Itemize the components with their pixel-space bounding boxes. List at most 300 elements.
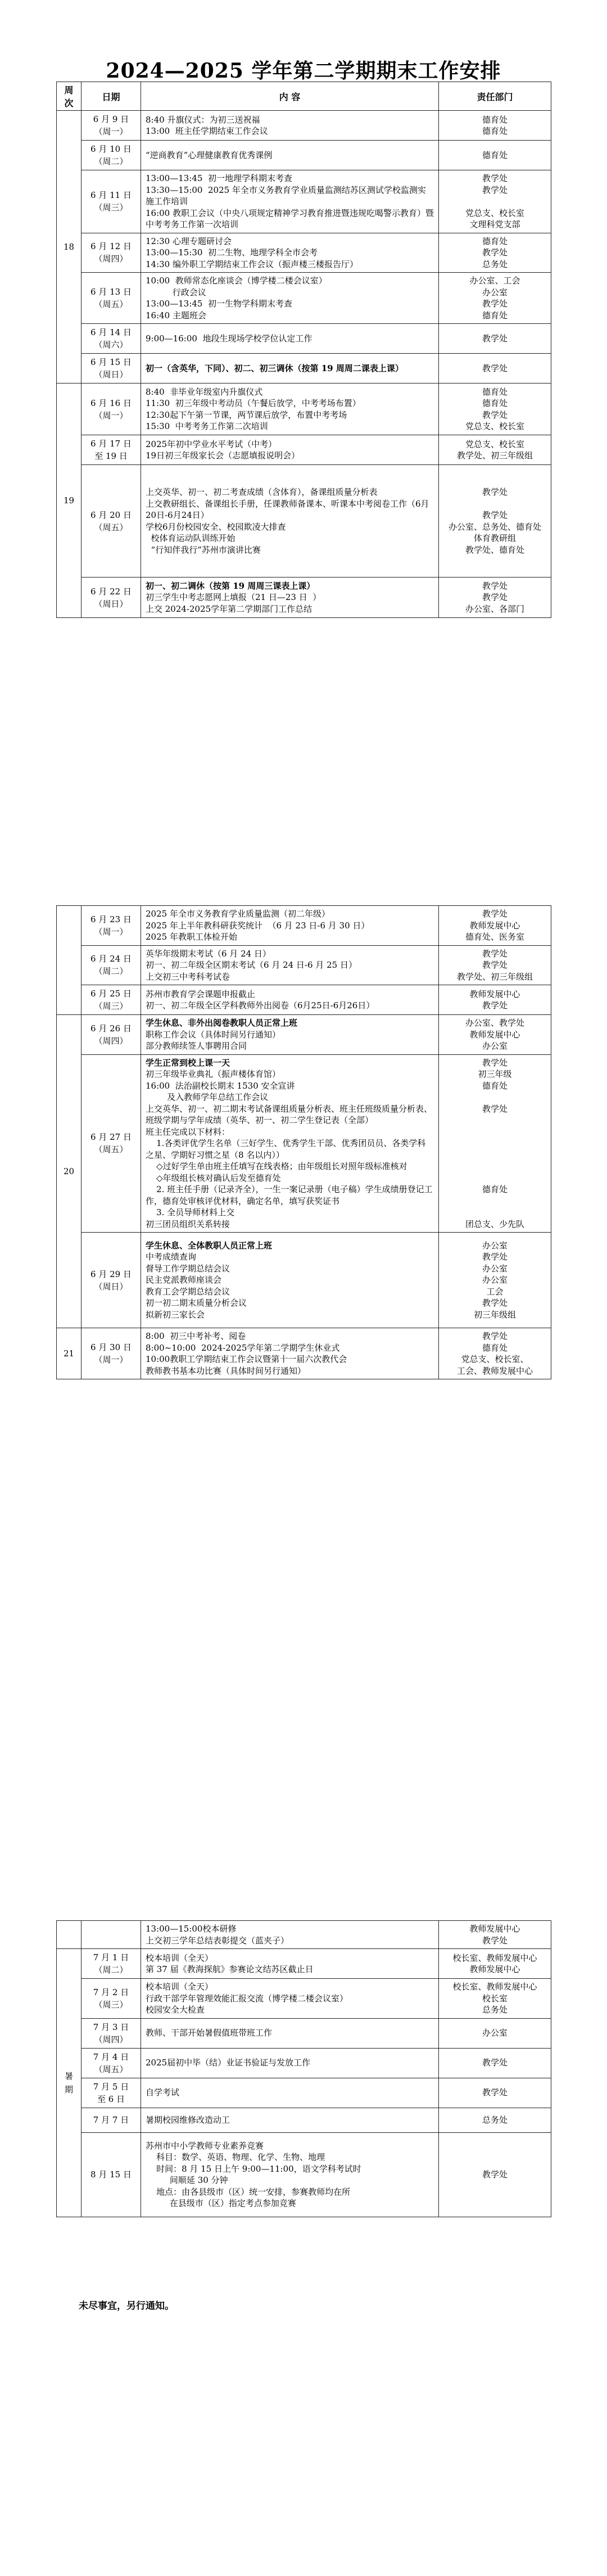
content-cell: [141, 2108, 439, 2132]
dept-line: 德育处: [482, 386, 508, 397]
dept-cell: [439, 141, 551, 170]
dept-line: 教学处、初三年级组: [456, 971, 533, 982]
content-cell: [141, 985, 439, 1015]
dept-line: 校长室: [482, 1993, 508, 2004]
schedule-table-3: [56, 1920, 551, 2217]
weekday-line: （周日）: [94, 1281, 128, 1292]
dept-line: [441, 1161, 549, 1172]
dept-cell: [439, 1015, 551, 1055]
dept-line: 教学处: [482, 2169, 508, 2180]
weekday-line: （周二）: [94, 1965, 128, 1975]
content-line: 19日初三年级家长会（志愿填报说明会）: [146, 450, 300, 461]
content-cell: [141, 1233, 439, 1328]
content-line: 15:30 中考考务工作第二次培训: [146, 421, 268, 431]
dept-line: 办公室、教学处: [465, 1018, 524, 1028]
dept-line: 总务处: [482, 259, 508, 269]
date-line: 6 月 12 日: [90, 241, 132, 252]
content-cell: [141, 2018, 439, 2048]
footer-note: 未尽事宜，另行通知。: [79, 2300, 174, 2312]
weekday-line: 至 19 日: [94, 451, 128, 461]
header-dept: 责任部门: [439, 82, 551, 111]
content-line: ◇年级组长核对确认后发至德育处: [146, 1172, 281, 1183]
dept-cell: [439, 1233, 551, 1328]
date-cell: [81, 2048, 141, 2078]
dept-cell: [439, 1328, 551, 1379]
content-line: 13:30—15:00 2025 年全市义务教育学业质量监测结苏区测试学校监测实施工作培训: [146, 184, 426, 206]
content-line: 初一、初二年级全区期末考试（6 月 24 日-6 月 25 日）: [146, 960, 357, 970]
week-cell: [57, 1921, 81, 1949]
date-cell: [81, 2078, 141, 2108]
content-cell: [141, 354, 439, 384]
date-cell: [81, 354, 141, 384]
content-line: 及入教师学年总结工作会议: [146, 1092, 269, 1102]
table-row: [57, 233, 551, 273]
content-cell: [141, 2048, 439, 2078]
date-cell: [81, 2108, 141, 2132]
dept-line: [441, 1091, 549, 1103]
weekday-line: （周三）: [94, 1999, 128, 2010]
date-cell: [81, 324, 141, 354]
dept-line: 教学处: [482, 592, 508, 603]
date-cell: [81, 273, 141, 324]
dept-line: 教学处、德育处: [465, 544, 524, 555]
content-line: 间顺延 30 分钟: [146, 2175, 228, 2185]
content-line: 8:40 非毕业年级室内升旗仪式: [146, 386, 263, 397]
dept-line: 教学处: [482, 2058, 508, 2068]
date-cell: [81, 2018, 141, 2048]
table-row: [57, 111, 551, 141]
table-row: [57, 1015, 551, 1055]
dept-line: [441, 1126, 549, 1138]
content-line: 1.各类评优学生名单（三好学生、优秀学生干部、优秀团员员、各类学科之星、学期好习惯之星（8 名以内））: [146, 1138, 426, 1160]
date-cell: [81, 1949, 141, 1979]
weekday-line: （周日）: [94, 598, 128, 609]
content-line: 12:30起下午第一节课，两节课后放学，布置中考考场: [146, 409, 347, 420]
dept-line: 德育处: [482, 310, 508, 321]
date-cell: [81, 111, 141, 141]
dept-line: 工会: [486, 1286, 504, 1297]
content-line: 2025 年上半年教科研获奖统计 （6 月 23 日-6 月 30 日）: [146, 920, 370, 931]
date-line: 6 月 24 日: [90, 954, 132, 964]
content-line: 8:40 升旗仪式：为初三送祝福: [146, 114, 260, 125]
date-cell: [81, 435, 141, 465]
weekday-line: （周一）: [94, 410, 128, 421]
date-line: 6 月 9 日: [93, 114, 129, 124]
content-line: 中考成绩查询: [146, 1252, 197, 1262]
content-cell: [141, 1328, 439, 1379]
content-line: “逆商教育”心理健康教育优秀课例: [146, 150, 273, 160]
weekday-line: （周三）: [94, 1001, 128, 1011]
weekday-line: （周二）: [94, 156, 128, 166]
content-line: 科目：数学、英语、物理、化学、生物、地理: [146, 2152, 325, 2162]
dept-line: 德育处: [482, 114, 508, 125]
dept-line: 德育处、医务室: [465, 932, 524, 942]
content-line: 2025年初中学业水平考试（中考）: [146, 439, 277, 449]
content-line: 2025 年全市义务教育学业质量监测（初二年级）: [146, 909, 330, 919]
date-cell: [81, 1328, 141, 1379]
content-cell: [141, 1015, 439, 1055]
weekday-line: （周三）: [94, 202, 128, 213]
date-line: 6 月 25 日: [90, 989, 132, 999]
dept-line: 团总支、少先队: [465, 1219, 524, 1229]
content-line: 苏州市教育学会课题申报截止: [146, 989, 256, 999]
content-line: 在县级市（区）指定考点参加竞赛: [146, 2198, 296, 2208]
dept-line: 教学处: [482, 299, 508, 309]
dept-line: [441, 1207, 549, 1219]
content-cell: [141, 945, 439, 985]
date-line: 6 月 17 日: [90, 439, 132, 449]
dept-cell: [439, 945, 551, 985]
dept-line: 办公室: [482, 1041, 508, 1051]
date-line: 7 月 1 日: [93, 1952, 129, 1963]
date-cell: [81, 170, 141, 233]
dept-cell: [439, 578, 551, 618]
date-cell: [81, 906, 141, 946]
dept-line: 初三年级组: [473, 1309, 516, 1320]
dept-cell: [439, 384, 551, 435]
table-row: [57, 1979, 551, 2019]
week-cell: 18: [57, 111, 81, 384]
dept-line: 教学处: [482, 1298, 508, 1309]
dept-line: 教师发展中心: [469, 1964, 520, 1974]
dept-line: 办公室: [482, 1240, 508, 1251]
date-line: 7 月 7 日: [93, 2115, 129, 2125]
table-row: [57, 2048, 551, 2078]
date-line: 8 月 15 日: [90, 2169, 132, 2180]
table-row: [57, 2018, 551, 2048]
dept-line: 党总支、校长室、: [461, 1354, 529, 1364]
dept-line: 办公室: [482, 287, 508, 297]
dept-line: 德育处: [482, 126, 508, 136]
content-line: 校本培训（全天）: [146, 1952, 214, 1963]
week-cell: 19: [57, 384, 81, 618]
dept-line: [441, 1172, 549, 1184]
date-cell: [81, 578, 141, 618]
dept-line: 文理科党支部: [469, 219, 520, 229]
content-line: 英华年级期末考试（6 月 24 日）: [146, 948, 271, 959]
content-line: 初一、初二年级全区学科教师外出阅卷（6月25日-6月26日）: [146, 1000, 375, 1010]
content-line: 学生休息、全体教职人员正常上班: [146, 1240, 273, 1251]
content-line: 行政干部学年管理效能汇报交流（博学楼二楼会议室）: [146, 1993, 348, 2004]
dept-cell: [439, 111, 551, 141]
dept-line: 教学处: [482, 184, 508, 195]
dept-line: 办公室、各部门: [465, 603, 524, 614]
content-line: 初三团员组织关系转接: [146, 1219, 230, 1229]
content-line: 13:00—15:00校本研修: [146, 1924, 237, 1934]
week-cell: 20: [57, 1015, 81, 1328]
weekday-line: （周日）: [94, 369, 128, 380]
content-line: 上交初三学年总结表彰提交（蓝夹子）: [146, 1935, 289, 1946]
weekday-line: （周二）: [94, 966, 128, 977]
content-line: 10:00 教师常态化座谈会（博学楼二楼会议室）: [146, 276, 327, 286]
dept-cell: [439, 170, 551, 233]
dept-line: 初三年级: [478, 1069, 512, 1079]
dept-line: 党总支、校长室: [465, 421, 524, 431]
dept-cell: [439, 465, 551, 578]
weekday-line: （周五）: [94, 522, 128, 533]
content-line: “行知伴我行”苏州市演讲比赛: [146, 544, 261, 555]
dept-line: 教学处: [482, 1103, 508, 1114]
week-cell: [57, 1949, 81, 2217]
content-line: 3. 全员导师材料上交: [146, 1207, 235, 1217]
content-line: 16:00 教职工会议（中央八项规定精神学习教育推进暨违规吃喝警示教育）暨中考考务工作第一次培训: [146, 207, 434, 229]
dept-line: [441, 1138, 549, 1149]
dept-line: 办公室、工会: [469, 276, 520, 286]
week-label: 暑期: [65, 2070, 74, 2095]
table-row: [57, 273, 551, 324]
dept-cell: [439, 354, 551, 384]
content-cell: [141, 273, 439, 324]
date-line: 7 月 4 日: [93, 2051, 129, 2062]
table-row: [57, 141, 551, 170]
dept-line: 教学处: [482, 363, 508, 373]
date-line: 6 月 14 日: [90, 327, 132, 337]
content-line: 8:00 初三中考补考、阅卷: [146, 1331, 246, 1341]
date-cell: [81, 945, 141, 985]
dept-line: 德育处: [482, 1342, 508, 1353]
dept-line: 办公室: [482, 1263, 508, 1274]
dept-line: 德育处: [482, 1184, 508, 1194]
dept-line: [441, 1195, 549, 1207]
table-row: [57, 354, 551, 384]
content-line: 教师教书基本功比赛（具体时间另行通知）: [146, 1365, 306, 1376]
date-line: 6 月 15 日: [90, 357, 132, 367]
date-cell: [81, 2132, 141, 2217]
dept-line: 教学处: [482, 510, 508, 520]
content-line: 初三年级毕业典礼（振声楼体育馆）: [146, 1069, 281, 1079]
content-line: 行政会议: [146, 287, 206, 297]
dept-line: [441, 1149, 549, 1161]
content-line: 8:00~10:00 2024-2025学年第二学期学生休业式: [146, 1342, 340, 1353]
content-cell: [141, 435, 439, 465]
table-row: [57, 384, 551, 435]
content-line: 2. 班主任手册（记录齐全），一生一案记录册（电子稿）学生成绩册登记工作，德育处审核评优材料，确定名单，填写获奖证书: [146, 1184, 433, 1206]
dept-line: 教学处: [482, 960, 508, 970]
dept-cell: [439, 1054, 551, 1233]
dept-line: 教学处: [482, 909, 508, 919]
dept-cell: [439, 906, 551, 946]
content-line: 13:00—13:45 初一生物学科期末考查: [146, 299, 292, 309]
table-row: [57, 1949, 551, 1979]
weekday-line: （周一）: [94, 926, 128, 937]
date-line: 6 月 30 日: [90, 1342, 132, 1352]
date-line: 6 月 11 日: [90, 190, 132, 201]
dept-line: 教学处: [482, 247, 508, 258]
content-line: 拟新初三家长会: [146, 1309, 205, 1320]
date-line: 7 月 2 日: [93, 1987, 129, 1997]
content-line: 9:00—16:00 地段生现场学校学位认定工作: [146, 333, 312, 344]
dept-line: 德育处: [482, 150, 508, 160]
dept-cell: [439, 435, 551, 465]
content-line: 2025 年教职工体检开始: [146, 932, 237, 942]
content-line: 自学考试: [146, 2087, 180, 2098]
weekday-line: （周六）: [94, 340, 128, 350]
dept-line: 教学处: [482, 580, 508, 591]
content-line: 16:00 法治副校长期末 1530 安全宣讲: [146, 1080, 295, 1091]
content-line: 民主党派教师座谈会: [146, 1275, 222, 1285]
weekday-line: （周五）: [94, 2064, 128, 2074]
weekday-line: （周一）: [94, 127, 128, 137]
date-line: 6 月 16 日: [90, 398, 132, 408]
dept-line: [441, 196, 549, 207]
content-line: 教师、干部开始暑假值班带班工作: [146, 2028, 273, 2038]
content-cell: [141, 1949, 439, 1979]
week-cell: 21: [57, 1328, 81, 1379]
weekday-line: （周四）: [94, 254, 128, 264]
header-date: 日期: [81, 82, 141, 111]
table-row: [57, 1233, 551, 1328]
content-line: 13:00—13:45 初一地理学科期末考查: [146, 173, 292, 183]
content-cell: [141, 906, 439, 946]
content-line: 地点：由各县级市（区）统一安排，参赛教师均在所: [146, 2186, 351, 2197]
dept-line: 总务处: [482, 2114, 508, 2125]
dept-cell: [439, 2018, 551, 2048]
dept-cell: [439, 273, 551, 324]
content-cell: [141, 578, 439, 618]
table-row: [57, 985, 551, 1015]
date-line: 6 月 22 日: [90, 586, 132, 597]
schedule-table-1: [56, 82, 551, 618]
weekday-line: 至 6 日: [97, 2094, 125, 2104]
dept-line: 办公室、总务处、德育处: [448, 521, 541, 532]
table-row: [57, 170, 551, 233]
content-cell: [141, 170, 439, 233]
dept-line: 办公室: [482, 2028, 508, 2038]
content-cell: [141, 233, 439, 273]
date-cell: [81, 1921, 141, 1949]
date-cell: [81, 465, 141, 578]
header-content: 内 容: [141, 82, 439, 111]
date-cell: [81, 384, 141, 435]
date-line: 6 月 13 日: [90, 287, 132, 297]
header-week: 周次: [57, 82, 81, 111]
content-line: 上交英华、初一、初二期末考试备课组质量分析表、班主任班级质量分析表、班级学期与学年成绩（英华、初一、初二学生登记表（全部）: [146, 1103, 433, 1125]
table-row: [57, 2078, 551, 2108]
content-line: 初三学生中考志愿网上填报（21 日—23 日 ）: [146, 592, 321, 603]
dept-line: 校长室、教师发展中心: [452, 1982, 537, 1992]
date-line: 7 月 5 日: [93, 2081, 129, 2092]
dept-line: [441, 498, 549, 510]
dept-line: 教师发展中心: [469, 1029, 520, 1040]
content-line: 10:00教职工学期结束工作会议暨第十一届六次教代会: [146, 1354, 347, 1364]
dept-cell: [439, 2048, 551, 2078]
dept-cell: [439, 1979, 551, 2019]
content-line: 学生休息、非外出阅卷教职人员正常上班: [146, 1018, 298, 1028]
date-line: 6 月 26 日: [90, 1023, 132, 1034]
date-line: 7 月 3 日: [93, 2022, 129, 2032]
dept-line: 教学处: [482, 1935, 508, 1946]
content-line: 校体育运动队训练开始: [146, 533, 235, 543]
dept-line: 德育处: [482, 236, 508, 246]
dept-line: 党总支、校长室: [465, 439, 524, 449]
week-cell: [57, 906, 81, 1015]
content-line: 班主任完成以下材料：: [146, 1126, 230, 1137]
dept-line: 德育处: [482, 1080, 508, 1091]
content-line: 苏州市中小学教师专业素养竞赛: [146, 2140, 264, 2151]
dept-cell: [439, 2132, 551, 2217]
date-line: 6 月 20 日: [90, 509, 132, 520]
content-line: 第 37 届《教海探航》参赛论文结苏区截止日: [146, 1964, 314, 1974]
content-line: 12:30 心理专题研讨会: [146, 236, 232, 246]
weekday-line: （周四）: [94, 2034, 128, 2045]
content-line: 部分教师续签人事聘用合同: [146, 1041, 247, 1051]
table-row: [57, 465, 551, 578]
table-row: [57, 435, 551, 465]
dept-line: 办公室: [482, 1275, 508, 1285]
weekday-line: （周五）: [94, 299, 128, 309]
dept-line: 教师发展中心: [469, 920, 520, 931]
content-cell: [141, 2078, 439, 2108]
date-cell: [81, 1054, 141, 1233]
dept-line: 教学处: [482, 948, 508, 959]
content-cell: [141, 1979, 439, 2019]
dept-line: 总务处: [482, 2005, 508, 2015]
table-row: [57, 324, 551, 354]
content-line: 2025届初中毕（结）业证书验证与发放工作: [146, 2058, 311, 2068]
dept-cell: [439, 233, 551, 273]
content-cell: [141, 324, 439, 354]
dept-cell: [439, 985, 551, 1015]
dept-line: 工会、教师发展中心: [456, 1365, 533, 1376]
content-cell: [141, 384, 439, 435]
content-line: 11:30 初三年级中考动员（午餐后放学，中考考场布置）: [146, 398, 361, 408]
dept-cell: [439, 1921, 551, 1949]
schedule-table-2: [56, 905, 551, 1379]
content-line: 时间：8 月 15 日上午 9:00—11:00，语文学科考试时: [146, 2163, 361, 2174]
content-line: 督导工作学期总结会议: [146, 1263, 230, 1274]
date-line: 6 月 23 日: [90, 914, 132, 924]
table-row: [57, 906, 551, 946]
table-row: [57, 945, 551, 985]
dept-cell: [439, 2108, 551, 2132]
page-title: 2024—2025 学年第二学期期末工作安排: [106, 59, 501, 83]
dept-line: 教学处: [482, 1331, 508, 1341]
weekday-line: （周五）: [94, 1144, 128, 1155]
content-line: 学校6月份校园安全、校园欺凌大排查: [146, 521, 286, 532]
content-cell: [141, 111, 439, 141]
content-line: 14:30 编外职工学期结束工作会议（振声楼三楼报告厅）: [146, 259, 358, 269]
content-line: 暑期校园维修改造动工: [146, 2114, 230, 2125]
table-row: [57, 2108, 551, 2132]
content-line: 上交初三中考科考试卷: [146, 971, 230, 982]
dept-cell: [439, 324, 551, 354]
dept-line: 教学处: [482, 2087, 508, 2098]
content-line: 13:00 班主任学期结束工作会议: [146, 126, 268, 136]
content-line: 校园安全大检查: [146, 2005, 205, 2015]
content-cell: [141, 141, 439, 170]
dept-line: 教学处: [482, 1000, 508, 1010]
content-line: 学生正常到校上课一天: [146, 1057, 230, 1068]
content-line: 13:00—15:30 初二生物、地理学科全市会考: [146, 247, 318, 258]
content-line: 上交英华、初一、初二考查成绩（含体育），备课组质量分析表: [146, 487, 378, 497]
table-row: [57, 2132, 551, 2217]
dept-line: 教学处: [482, 487, 508, 497]
dept-line: 教学处: [482, 1057, 508, 1068]
content-line: 16:40 主题班会: [146, 310, 206, 321]
dept-line: 教学处: [482, 333, 508, 344]
dept-line: 教师发展中心: [469, 1924, 520, 1934]
content-line: 初一初二期末质量分析会议: [146, 1298, 247, 1309]
dept-line: 德育处: [482, 398, 508, 408]
dept-line: 党总支、校长室: [465, 207, 524, 218]
date-cell: [81, 1233, 141, 1328]
content-cell: [141, 2132, 439, 2217]
content-line: 上交 2024-2025学年第二学期部门工作总结: [146, 603, 312, 614]
weekday-line: （周一）: [94, 1355, 128, 1365]
content-line: 职称工作会议（具体时间另行通知）: [146, 1029, 281, 1040]
table-row: [57, 1328, 551, 1379]
dept-line: 教学处、初三年级组: [456, 450, 533, 461]
